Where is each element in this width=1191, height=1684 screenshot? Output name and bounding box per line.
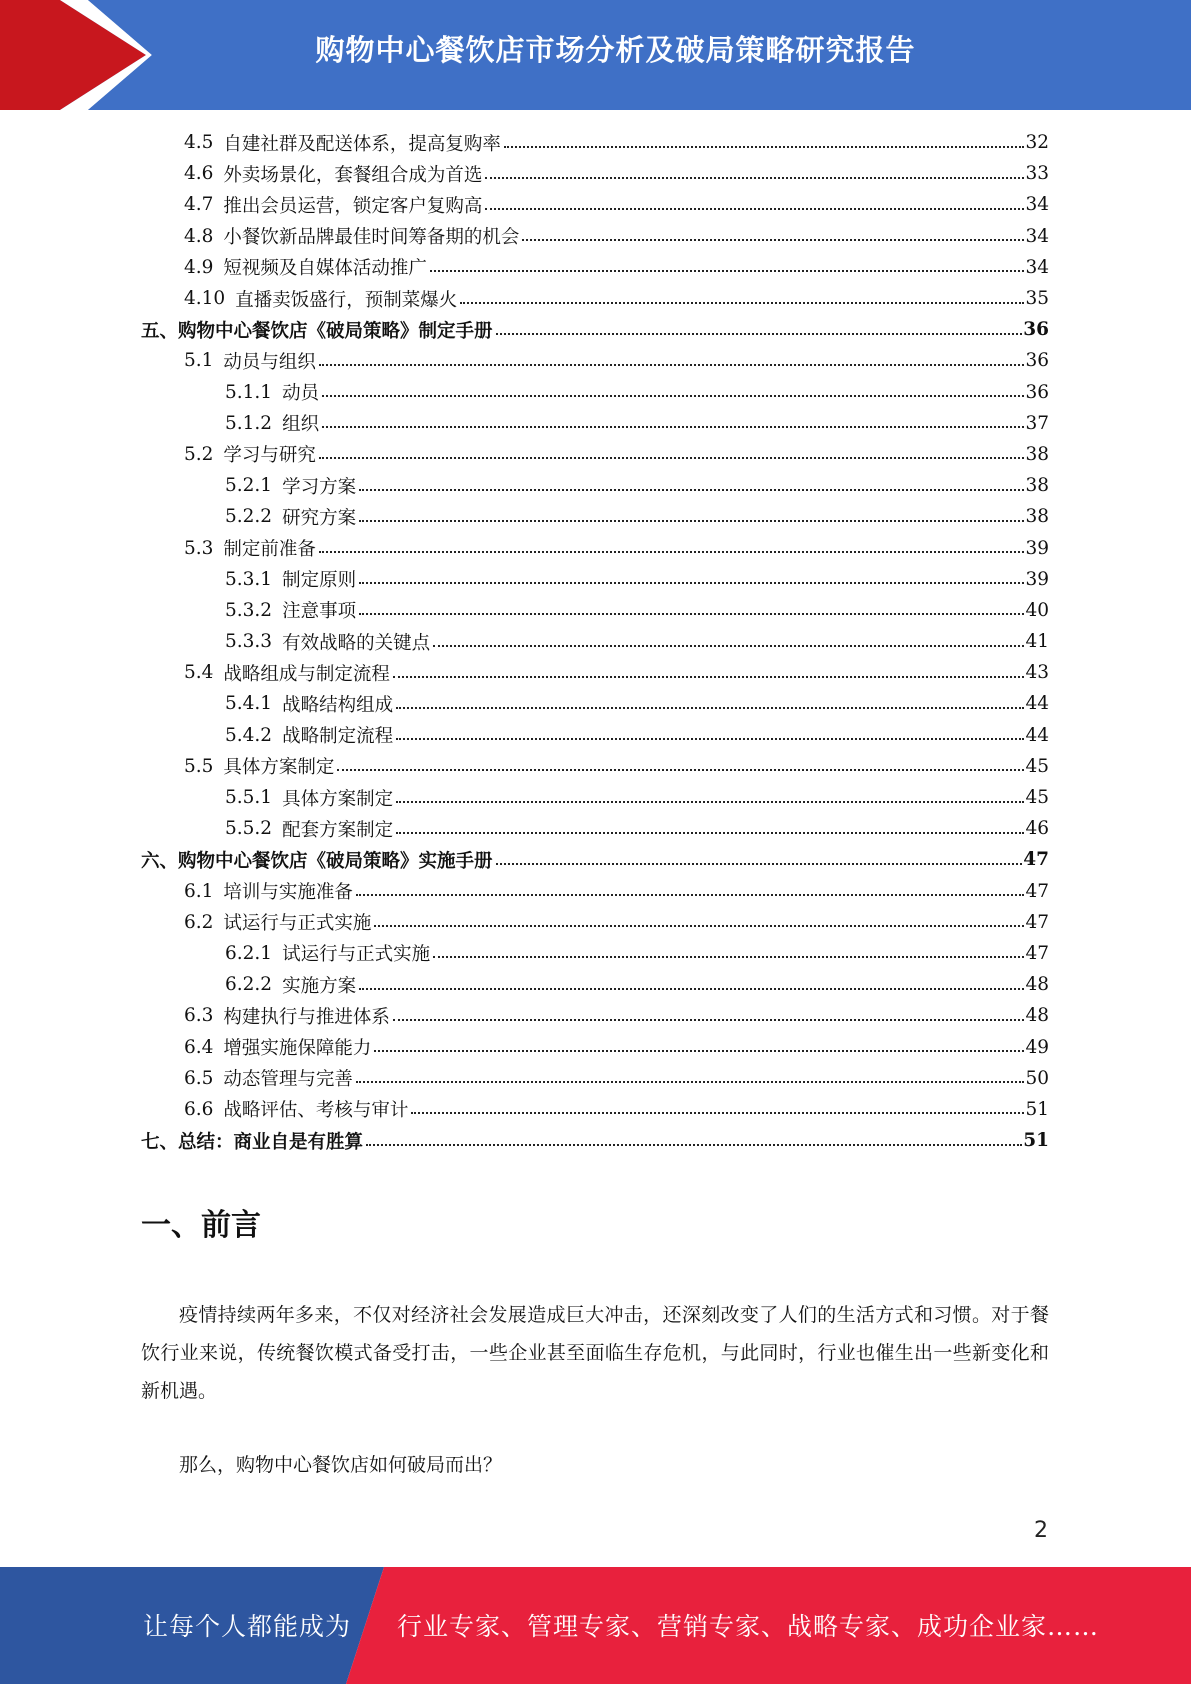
toc-dot-leader (411, 1112, 1024, 1114)
toc-entry[interactable] (141, 127, 1049, 158)
toc-entry-page: 35 (1025, 288, 1049, 310)
toc-entry-title: 具体方案制定 (223, 757, 335, 779)
toc-dot-leader (393, 676, 1025, 678)
toc-entry-number: 5.4.2 (225, 724, 273, 746)
toc-entry-page: 40 (1025, 599, 1049, 621)
toc-entry-title: 组织 (282, 414, 320, 436)
toc-entry-number: 6.1 (184, 880, 214, 902)
toc-entry[interactable] (141, 345, 1049, 376)
toc-dot-leader (496, 333, 1023, 335)
toc-entry-title: 推出会员运营，锁定客户复购高 (223, 195, 483, 217)
toc-entry-number: 5.3 (184, 537, 214, 559)
toc-dot-leader (396, 738, 1024, 740)
toc-dot-leader (396, 707, 1024, 709)
toc-entry-number: 五、 (141, 320, 179, 342)
page-footer (0, 1567, 1191, 1684)
toc-entry[interactable] (141, 1125, 1049, 1156)
toc-entry[interactable] (141, 626, 1049, 657)
toc-entry-title: 试运行与正式实施 (223, 913, 372, 935)
toc-dot-leader (522, 239, 1024, 241)
toc-entry-number: 5.5 (184, 755, 214, 777)
toc-entry-page: 38 (1025, 443, 1049, 465)
toc-entry-number: 5.5.2 (225, 818, 273, 840)
toc-dot-leader (337, 769, 1024, 771)
toc-entry-title: 购物中心餐饮店《破局策略》制定手册 (178, 320, 493, 342)
toc-dot-leader (356, 1081, 1025, 1083)
toc-dot-leader (359, 613, 1024, 615)
report-title: 购物中心餐饮店市场分析及破局策略研究报告 (315, 33, 916, 67)
toc-entry-page: 45 (1025, 787, 1049, 809)
toc-entry-page: 48 (1025, 1005, 1049, 1027)
toc-entry-page: 44 (1025, 724, 1049, 746)
toc-entry-title: 动员 (282, 383, 320, 405)
toc-dot-leader (496, 863, 1023, 865)
toc-entry-number: 5.2.2 (225, 506, 273, 528)
toc-entry[interactable] (141, 252, 1049, 283)
toc-entry-title: 外卖场景化，套餐组合成为首选 (223, 164, 483, 186)
toc-dot-leader (504, 146, 1025, 148)
toc-entry[interactable] (141, 314, 1049, 345)
toc-dot-leader (319, 364, 1025, 366)
toc-entry[interactable] (141, 564, 1049, 595)
toc-entry-number: 6.4 (184, 1036, 214, 1058)
toc-entry-page: 41 (1025, 631, 1049, 653)
toc-entry[interactable] (141, 657, 1049, 688)
toc-entry-number: 4.6 (184, 163, 214, 185)
toc-entry-page: 43 (1025, 662, 1049, 684)
toc-entry-title: 学习方案 (282, 476, 357, 498)
toc-entry[interactable] (141, 221, 1049, 252)
toc-entry-number: 5.1 (184, 350, 214, 372)
toc-entry-title: 有效战略的关键点 (282, 632, 431, 654)
toc-dot-leader (359, 489, 1024, 491)
toc-entry-number: 六、 (141, 850, 179, 872)
toc-entry-number: 5.1.2 (225, 412, 273, 434)
toc-entry-title: 战略组成与制定流程 (223, 663, 390, 685)
toc-entry[interactable] (141, 158, 1049, 189)
toc-entry-page: 51 (1023, 1130, 1049, 1152)
toc-entry-title: 购物中心餐饮店《破局策略》实施手册 (178, 850, 493, 872)
toc-entry-number: 4.9 (184, 256, 214, 278)
footer-slogan-left: 让每个人都能成为 (143, 1612, 352, 1641)
toc-entry-page: 38 (1025, 506, 1049, 528)
toc-entry[interactable] (141, 408, 1049, 439)
footer-slogan-right: 行业专家、管理专家、营销专家、战略专家、成功企业家…… (397, 1612, 1100, 1641)
toc-entry[interactable] (141, 595, 1049, 626)
toc-entry-title: 小餐饮新品牌最佳时间筹备期的机会 (223, 227, 520, 249)
toc-entry-number: 5.4.1 (225, 693, 273, 715)
toc-entry-page: 36 (1025, 381, 1049, 403)
toc-entry-page: 44 (1025, 693, 1049, 715)
toc-entry-page: 34 (1025, 225, 1049, 247)
toc-dot-leader (359, 520, 1024, 522)
toc-dot-leader (359, 988, 1024, 990)
toc-entry-page: 46 (1025, 818, 1049, 840)
toc-entry-title: 战略制定流程 (282, 726, 394, 748)
toc-entry-title: 直播卖饭盛行，预制菜爆火 (235, 289, 458, 311)
toc-entry[interactable] (141, 688, 1049, 719)
toc-entry-page: 48 (1025, 974, 1049, 996)
toc-dot-leader (485, 208, 1024, 210)
toc-dot-leader (393, 1019, 1025, 1021)
toc-entry-number: 6.6 (184, 1098, 214, 1120)
toc-entry-number: 5.3.2 (225, 599, 273, 621)
toc-entry-title: 配套方案制定 (282, 819, 394, 841)
toc-entry-number: 5.5.1 (225, 787, 273, 809)
toc-entry[interactable] (141, 969, 1049, 1000)
toc-entry-number: 6.2 (184, 911, 214, 933)
toc-entry-title: 培训与实施准备 (223, 882, 353, 904)
toc-entry[interactable] (141, 532, 1049, 563)
toc-dot-leader (433, 645, 1024, 647)
toc-dot-leader (366, 1144, 1022, 1146)
toc-entry[interactable] (141, 1094, 1049, 1125)
toc-dot-leader (319, 457, 1025, 459)
toc-entry-title: 自建社群及配送体系，提高复购率 (223, 133, 501, 155)
toc-entry-number: 5.2.1 (225, 475, 273, 497)
toc-entry[interactable] (141, 1000, 1049, 1031)
toc-entry-page: 47 (1025, 911, 1049, 933)
toc-entry-number: 七、 (141, 1131, 179, 1153)
toc-dot-leader (322, 395, 1024, 397)
toc-entry-title: 战略评估、考核与审计 (223, 1100, 409, 1122)
toc-entry-number: 5.1.1 (225, 381, 273, 403)
table-of-contents (141, 127, 1049, 1156)
toc-entry-title: 增强实施保障能力 (223, 1038, 372, 1060)
toc-entry-page: 51 (1025, 1098, 1049, 1120)
toc-entry[interactable] (141, 813, 1049, 844)
toc-entry-page: 36 (1025, 350, 1049, 372)
toc-dot-leader (396, 801, 1024, 803)
toc-entry-title: 实施方案 (282, 975, 357, 997)
toc-entry[interactable] (141, 189, 1049, 220)
toc-entry[interactable] (141, 876, 1049, 907)
toc-entry-page: 47 (1025, 880, 1049, 902)
toc-entry[interactable] (141, 439, 1049, 470)
toc-entry[interactable] (141, 470, 1049, 501)
toc-entry-title: 动员与组织 (223, 351, 316, 373)
toc-entry-page: 39 (1025, 537, 1049, 559)
toc-entry-title: 短视频及自媒体活动推广 (223, 258, 427, 280)
toc-entry[interactable] (141, 501, 1049, 532)
toc-entry-title: 研究方案 (282, 507, 357, 529)
toc-dot-leader (374, 1050, 1024, 1052)
page-number: 2 (1034, 1518, 1048, 1543)
toc-entry-title: 试运行与正式实施 (282, 944, 431, 966)
toc-entry-number: 4.8 (184, 225, 214, 247)
toc-entry-number: 5.4 (184, 662, 214, 684)
toc-entry-title: 制定原则 (282, 570, 357, 592)
toc-entry-title: 具体方案制定 (282, 788, 394, 810)
toc-entry-number: 5.2 (184, 443, 214, 465)
toc-entry-number: 6.2.2 (225, 974, 273, 996)
toc-entry-number: 6.3 (184, 1005, 214, 1027)
toc-entry[interactable] (141, 844, 1049, 875)
toc-dot-leader (433, 956, 1024, 958)
toc-dot-leader (322, 426, 1024, 428)
toc-entry-title: 构建执行与推进体系 (223, 1006, 390, 1028)
toc-entry[interactable] (141, 720, 1049, 751)
toc-entry-page: 45 (1025, 755, 1049, 777)
toc-entry-number: 4.7 (184, 194, 214, 216)
toc-entry-number: 6.5 (184, 1067, 214, 1089)
toc-entry-title: 战略结构组成 (282, 694, 394, 716)
toc-dot-leader (460, 302, 1024, 304)
toc-entry-page: 32 (1025, 132, 1049, 154)
toc-entry[interactable] (141, 377, 1049, 408)
toc-entry-number: 6.2.1 (225, 942, 273, 964)
toc-dot-leader (430, 270, 1025, 272)
toc-entry-page: 47 (1023, 849, 1049, 871)
toc-dot-leader (396, 832, 1024, 834)
toc-dot-leader (319, 551, 1025, 553)
toc-entry-number: 5.3.3 (225, 631, 273, 653)
toc-entry-page: 36 (1023, 319, 1049, 341)
body-paragraph: 那么，购物中心餐饮店如何破局而出？ (179, 1454, 503, 1476)
toc-entry[interactable] (141, 283, 1049, 314)
toc-entry-page: 37 (1025, 412, 1049, 434)
toc-entry-title: 动态管理与完善 (223, 1069, 353, 1091)
toc-dot-leader (374, 925, 1024, 927)
toc-entry[interactable] (141, 782, 1049, 813)
page-header (0, 0, 1191, 110)
toc-entry-title: 注意事项 (282, 601, 357, 623)
toc-entry-page: 47 (1025, 942, 1049, 964)
toc-dot-leader (356, 894, 1025, 896)
toc-entry-page: 33 (1025, 163, 1049, 185)
toc-entry-page: 34 (1025, 194, 1049, 216)
toc-entry-title: 制定前准备 (223, 539, 316, 561)
body-paragraph: 疫情持续两年多来，不仅对经济社会发展造成巨大冲击，还深刻改变了人们的生活方式和习惯。对于餐饮行业来说，传统餐饮模式备受打击，一些企业甚至面临生存危机，与此同时，行业也催生出一些新变化和新机遇。 (141, 1304, 1049, 1402)
section-heading: 一、前言 (141, 1208, 261, 1243)
toc-entry[interactable] (141, 751, 1049, 782)
toc-entry-title: 总结：商业自是有胜算 (178, 1131, 364, 1153)
toc-entry-number: 5.3.1 (225, 568, 273, 590)
toc-dot-leader (485, 177, 1024, 179)
toc-entry[interactable] (141, 907, 1049, 938)
toc-dot-leader (359, 582, 1024, 584)
toc-entry[interactable] (141, 1063, 1049, 1094)
toc-entry[interactable] (141, 1031, 1049, 1062)
toc-entry-page: 49 (1025, 1036, 1049, 1058)
toc-entry-number: 4.10 (184, 288, 226, 310)
toc-entry-page: 38 (1025, 475, 1049, 497)
toc-entry[interactable] (141, 938, 1049, 969)
toc-entry-page: 50 (1025, 1067, 1049, 1089)
toc-entry-page: 39 (1025, 568, 1049, 590)
toc-entry-title: 学习与研究 (223, 445, 316, 467)
toc-entry-number: 4.5 (184, 132, 214, 154)
toc-entry-page: 34 (1025, 256, 1049, 278)
